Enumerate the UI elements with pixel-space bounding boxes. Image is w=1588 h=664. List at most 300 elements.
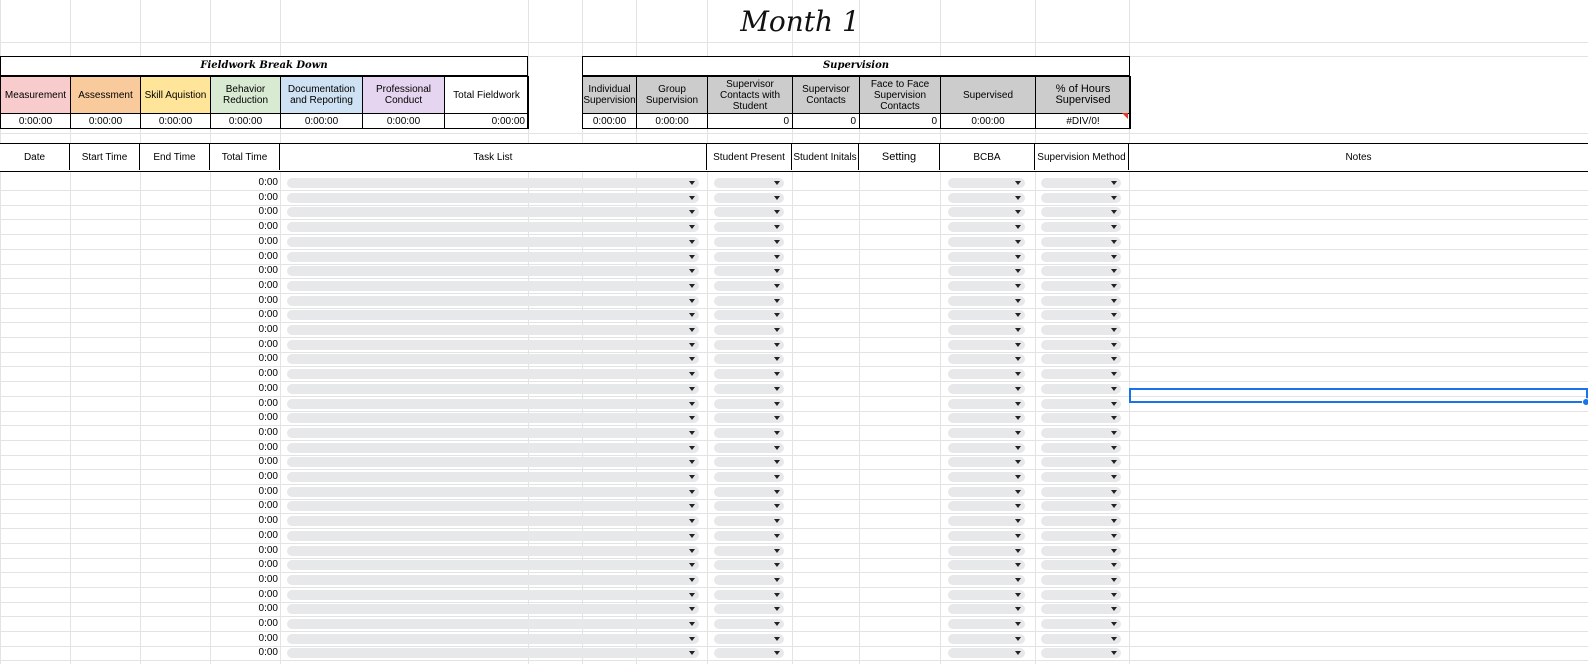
supervision-method-dropdown[interactable]	[1041, 634, 1121, 644]
supervision-header-5[interactable]: Supervised	[940, 76, 1035, 114]
chevron-down-icon	[774, 593, 780, 597]
log-header-row	[0, 143, 1588, 172]
student-present-dropdown[interactable]	[714, 413, 784, 423]
table-row	[0, 250, 1588, 265]
table-row	[0, 367, 1588, 382]
student-present-dropdown[interactable]	[714, 487, 784, 497]
supervision-method-dropdown[interactable]	[1041, 619, 1121, 629]
supervision-method-dropdown[interactable]	[1041, 546, 1121, 556]
task-list-dropdown[interactable]	[287, 428, 699, 438]
supervision-method-dropdown[interactable]	[1041, 237, 1121, 247]
supervision-value-4[interactable]: 0	[859, 114, 940, 129]
student-present-dropdown[interactable]	[714, 604, 784, 614]
student-present-dropdown[interactable]	[714, 193, 784, 203]
student-present-dropdown[interactable]	[714, 310, 784, 320]
supervision-method-dropdown[interactable]	[1041, 340, 1121, 350]
total-time-cell[interactable]: 0:00	[258, 265, 278, 277]
task-list-dropdown[interactable]	[287, 384, 699, 394]
supervision-method-dropdown[interactable]	[1041, 178, 1121, 188]
chevron-down-icon	[1111, 181, 1117, 185]
bcba-dropdown[interactable]	[948, 501, 1025, 511]
chevron-down-icon	[1111, 593, 1117, 597]
chevron-down-icon	[1111, 519, 1117, 523]
total-time-cell[interactable]: 0:00	[258, 573, 278, 585]
chevron-down-icon	[1015, 622, 1021, 626]
table-row	[0, 558, 1588, 573]
chevron-down-icon	[1111, 416, 1117, 420]
bcba-dropdown[interactable]	[948, 560, 1025, 570]
supervision-header-1[interactable]: Group Supervision	[636, 76, 707, 114]
total-time-cell[interactable]: 0:00	[258, 500, 278, 512]
chevron-down-icon	[774, 622, 780, 626]
student-present-dropdown[interactable]	[714, 369, 784, 379]
task-list-dropdown[interactable]	[287, 487, 699, 497]
chevron-down-icon	[1111, 269, 1117, 273]
fieldwork-header-1[interactable]: Assessment	[70, 76, 140, 114]
fieldwork-value-4[interactable]: 0:00:00	[280, 114, 362, 129]
student-present-dropdown[interactable]	[714, 428, 784, 438]
student-present-dropdown[interactable]	[714, 354, 784, 364]
bcba-dropdown[interactable]	[948, 222, 1025, 232]
bcba-dropdown[interactable]	[948, 266, 1025, 276]
table-row	[0, 294, 1588, 309]
student-present-dropdown[interactable]	[714, 325, 784, 335]
bcba-dropdown[interactable]	[948, 340, 1025, 350]
chevron-down-icon	[1111, 563, 1117, 567]
supervision-method-dropdown[interactable]	[1041, 281, 1121, 291]
table-row	[0, 485, 1588, 500]
task-list-dropdown[interactable]	[287, 178, 699, 188]
bcba-dropdown[interactable]	[948, 281, 1025, 291]
supervision-method-dropdown[interactable]	[1041, 399, 1121, 409]
bcba-dropdown[interactable]	[948, 354, 1025, 364]
chevron-down-icon	[1015, 372, 1021, 376]
log-column-header-6[interactable]: Student Initals	[792, 144, 859, 170]
total-time-cell[interactable]: 0:00	[258, 412, 278, 424]
total-time-cell[interactable]: 0:00	[258, 368, 278, 380]
chevron-down-icon	[774, 519, 780, 523]
bcba-dropdown[interactable]	[948, 590, 1025, 600]
chevron-down-icon	[1111, 446, 1117, 450]
supervision-header-0[interactable]: Individual Supervision	[582, 76, 636, 114]
task-list-dropdown[interactable]	[287, 399, 699, 409]
chevron-down-icon	[689, 328, 695, 332]
table-row	[0, 323, 1588, 338]
fieldwork-value-2[interactable]: 0:00:00	[140, 114, 210, 129]
bcba-dropdown[interactable]	[948, 575, 1025, 585]
fieldwork-header-4[interactable]: Documentation and Reporting	[280, 76, 362, 114]
task-list-dropdown[interactable]	[287, 560, 699, 570]
task-list-dropdown[interactable]	[287, 457, 699, 467]
student-present-dropdown[interactable]	[714, 531, 784, 541]
student-present-dropdown[interactable]	[714, 281, 784, 291]
chevron-down-icon	[774, 534, 780, 538]
total-time-cell[interactable]: 0:00	[258, 618, 278, 629]
total-time-cell[interactable]: 0:00	[258, 559, 278, 571]
table-row	[0, 352, 1588, 367]
bcba-dropdown[interactable]	[948, 428, 1025, 438]
supervision-method-dropdown[interactable]	[1041, 443, 1121, 453]
student-present-dropdown[interactable]	[714, 619, 784, 629]
bcba-dropdown[interactable]	[948, 648, 1025, 658]
chevron-down-icon	[1111, 490, 1117, 494]
total-time-cell[interactable]: 0:00	[258, 324, 278, 335]
task-list-dropdown[interactable]	[287, 443, 699, 453]
supervision-method-dropdown[interactable]	[1041, 560, 1121, 570]
student-present-dropdown[interactable]	[714, 384, 784, 394]
bcba-dropdown[interactable]	[948, 457, 1025, 467]
chevron-down-icon	[689, 637, 695, 641]
bcba-dropdown[interactable]	[948, 252, 1025, 262]
chevron-down-icon	[1015, 460, 1021, 464]
supervision-value-3[interactable]: 0	[792, 114, 859, 129]
total-time-cell[interactable]: 0:00	[258, 647, 278, 659]
table-row	[0, 470, 1588, 485]
chevron-down-icon	[1111, 343, 1117, 347]
student-present-dropdown[interactable]	[714, 648, 784, 658]
supervision-heading[interactable]: Supervision	[582, 56, 1130, 76]
total-time-cell[interactable]: 0:00	[258, 471, 278, 482]
student-present-dropdown[interactable]	[714, 457, 784, 467]
student-present-dropdown[interactable]	[714, 590, 784, 600]
supervision-method-dropdown[interactable]	[1041, 501, 1121, 511]
table-row	[0, 602, 1588, 617]
supervision-value-6[interactable]: #DIV/0!	[1035, 114, 1130, 129]
task-list-dropdown[interactable]	[287, 369, 699, 379]
total-time-cell[interactable]: 0:00	[258, 441, 278, 453]
chevron-down-icon	[774, 651, 780, 655]
task-list-dropdown[interactable]	[287, 207, 699, 217]
selected-notes-cell[interactable]	[1129, 388, 1588, 403]
total-time-cell[interactable]: 0:00	[258, 603, 278, 615]
supervision-method-dropdown[interactable]	[1041, 354, 1121, 364]
bcba-dropdown[interactable]	[948, 413, 1025, 423]
fieldwork-value-3[interactable]: 0:00:00	[210, 114, 280, 129]
chevron-down-icon	[689, 196, 695, 200]
chevron-down-icon	[689, 475, 695, 479]
supervision-header-4[interactable]: Face to Face Supervision Contacts	[859, 76, 940, 114]
chevron-down-icon	[774, 387, 780, 391]
bcba-dropdown[interactable]	[948, 604, 1025, 614]
chevron-down-icon	[1015, 299, 1021, 303]
task-list-dropdown[interactable]	[287, 296, 699, 306]
task-list-dropdown[interactable]	[287, 634, 699, 644]
log-column-header-0[interactable]: Date	[0, 144, 70, 170]
supervision-method-dropdown[interactable]	[1041, 413, 1121, 423]
fieldwork-value-0[interactable]: 0:00:00	[0, 114, 70, 129]
bcba-dropdown[interactable]	[948, 384, 1025, 394]
task-list-dropdown[interactable]	[287, 354, 699, 364]
chevron-down-icon	[774, 607, 780, 611]
table-row	[0, 617, 1588, 632]
supervision-value-2[interactable]: 0	[707, 114, 792, 129]
task-list-dropdown[interactable]	[287, 252, 699, 262]
task-list-dropdown[interactable]	[287, 281, 699, 291]
chevron-down-icon	[1015, 519, 1021, 523]
table-row	[0, 411, 1588, 426]
task-list-dropdown[interactable]	[287, 237, 699, 247]
chevron-down-icon	[1111, 240, 1117, 244]
chevron-down-icon	[1015, 416, 1021, 420]
student-present-dropdown[interactable]	[714, 575, 784, 585]
chevron-down-icon	[774, 313, 780, 317]
chevron-down-icon	[1111, 210, 1117, 214]
fieldwork-header-6[interactable]: Total Fieldwork	[444, 76, 528, 114]
chevron-down-icon	[1015, 225, 1021, 229]
chevron-down-icon	[1111, 255, 1117, 259]
chevron-down-icon	[1111, 284, 1117, 288]
table-row	[0, 220, 1588, 235]
fieldwork-value-1[interactable]: 0:00:00	[70, 114, 140, 129]
table-row	[0, 235, 1588, 250]
total-time-cell[interactable]: 0:00	[258, 177, 278, 188]
task-list-dropdown[interactable]	[287, 472, 699, 482]
total-time-cell[interactable]: 0:00	[258, 309, 278, 321]
log-column-header-9[interactable]: Supervision Method	[1035, 144, 1129, 170]
task-list-dropdown[interactable]	[287, 516, 699, 526]
total-time-cell[interactable]: 0:00	[258, 191, 278, 203]
log-column-header-8[interactable]: BCBA	[940, 144, 1035, 170]
chevron-down-icon	[774, 460, 780, 464]
task-list-dropdown[interactable]	[287, 501, 699, 511]
supervision-method-dropdown[interactable]	[1041, 590, 1121, 600]
chevron-down-icon	[774, 475, 780, 479]
total-time-cell[interactable]: 0:00	[258, 529, 278, 541]
chevron-down-icon	[689, 534, 695, 538]
task-list-dropdown[interactable]	[287, 222, 699, 232]
supervision-method-dropdown[interactable]	[1041, 457, 1121, 467]
supervision-method-dropdown[interactable]	[1041, 487, 1121, 497]
grid-line	[0, 133, 1588, 134]
student-present-dropdown[interactable]	[714, 296, 784, 306]
total-time-cell[interactable]: 0:00	[258, 588, 278, 600]
total-time-cell[interactable]: 0:00	[258, 632, 278, 644]
chevron-down-icon	[689, 504, 695, 508]
chevron-down-icon	[689, 651, 695, 655]
supervision-method-dropdown[interactable]	[1041, 310, 1121, 320]
chevron-down-icon	[1015, 313, 1021, 317]
total-time-cell[interactable]: 0:00	[258, 515, 278, 527]
chevron-down-icon	[1111, 460, 1117, 464]
log-column-header-2[interactable]: End Time	[140, 144, 210, 170]
student-present-dropdown[interactable]	[714, 501, 784, 511]
supervision-method-dropdown[interactable]	[1041, 193, 1121, 203]
total-time-cell[interactable]: 0:00	[258, 382, 278, 394]
supervision-header-2[interactable]: Supervisor Contacts with Student	[707, 76, 792, 114]
supervision-method-dropdown[interactable]	[1041, 207, 1121, 217]
grid-line	[0, 42, 1588, 43]
total-time-cell[interactable]: 0:00	[258, 397, 278, 409]
student-present-dropdown[interactable]	[714, 516, 784, 526]
student-present-dropdown[interactable]	[714, 266, 784, 276]
table-row	[0, 499, 1588, 514]
table-row	[0, 308, 1588, 323]
chevron-down-icon	[1111, 578, 1117, 582]
total-time-cell[interactable]: 0:00	[258, 235, 278, 247]
task-list-dropdown[interactable]	[287, 590, 699, 600]
total-time-cell[interactable]: 0:00	[258, 456, 278, 468]
total-time-cell[interactable]: 0:00	[258, 250, 278, 262]
log-column-header-7[interactable]: Setting	[859, 144, 940, 170]
chevron-down-icon	[1111, 475, 1117, 479]
table-row	[0, 441, 1588, 456]
bcba-dropdown[interactable]	[948, 325, 1025, 335]
bcba-dropdown[interactable]	[948, 237, 1025, 247]
student-present-dropdown[interactable]	[714, 340, 784, 350]
log-column-header-10[interactable]: Notes	[1345, 151, 1372, 163]
supervision-method-dropdown[interactable]	[1041, 252, 1121, 262]
task-list-dropdown[interactable]	[287, 193, 699, 203]
bcba-dropdown[interactable]	[948, 296, 1025, 306]
chevron-down-icon	[689, 431, 695, 435]
chevron-down-icon	[1111, 357, 1117, 361]
task-list-dropdown[interactable]	[287, 604, 699, 614]
bcba-dropdown[interactable]	[948, 619, 1025, 629]
supervision-method-dropdown[interactable]	[1041, 531, 1121, 541]
log-column-header-5[interactable]: Student Present	[707, 144, 792, 170]
chevron-down-icon	[1111, 372, 1117, 376]
table-row	[0, 279, 1588, 294]
supervision-method-dropdown[interactable]	[1041, 266, 1121, 276]
supervision-method-dropdown[interactable]	[1041, 369, 1121, 379]
total-time-cell[interactable]: 0:00	[258, 221, 278, 233]
row-divider	[0, 660, 1588, 661]
task-list-dropdown[interactable]	[287, 310, 699, 320]
bcba-dropdown[interactable]	[948, 634, 1025, 644]
chevron-down-icon	[774, 578, 780, 582]
chevron-down-icon	[1015, 607, 1021, 611]
student-present-dropdown[interactable]	[714, 252, 784, 262]
task-list-dropdown[interactable]	[287, 619, 699, 629]
chevron-down-icon	[774, 269, 780, 273]
supervision-method-dropdown[interactable]	[1041, 428, 1121, 438]
fieldwork-heading[interactable]: Fieldwork Break Down	[0, 56, 528, 76]
student-present-dropdown[interactable]	[714, 237, 784, 247]
task-list-dropdown[interactable]	[287, 531, 699, 541]
fieldwork-header-5[interactable]: Professional Conduct	[362, 76, 444, 114]
total-time-cell[interactable]: 0:00	[258, 426, 278, 438]
supervision-header-3[interactable]: Supervisor Contacts	[792, 76, 859, 114]
chevron-down-icon	[1111, 651, 1117, 655]
total-time-cell[interactable]: 0:00	[258, 279, 278, 291]
chevron-down-icon	[1111, 196, 1117, 200]
student-present-dropdown[interactable]	[714, 472, 784, 482]
chevron-down-icon	[1015, 563, 1021, 567]
bcba-dropdown[interactable]	[948, 531, 1025, 541]
bcba-dropdown[interactable]	[948, 310, 1025, 320]
chevron-down-icon	[689, 181, 695, 185]
supervision-value-0[interactable]: 0:00:00	[582, 114, 636, 129]
fieldwork-header-2[interactable]: Skill Aquistion	[140, 76, 210, 114]
bcba-dropdown[interactable]	[948, 207, 1025, 217]
student-present-dropdown[interactable]	[714, 560, 784, 570]
bcba-dropdown[interactable]	[948, 178, 1025, 188]
chevron-down-icon	[1111, 637, 1117, 641]
log-column-header-3[interactable]: Total Time	[210, 144, 280, 170]
student-present-dropdown[interactable]	[714, 546, 784, 556]
total-time-cell[interactable]: 0:00	[258, 353, 278, 365]
selection-fill-handle[interactable]	[1582, 398, 1588, 406]
table-row	[0, 632, 1588, 647]
bcba-dropdown[interactable]	[948, 193, 1025, 203]
supervision-method-dropdown[interactable]	[1041, 472, 1121, 482]
student-present-dropdown[interactable]	[714, 443, 784, 453]
chevron-down-icon	[689, 549, 695, 553]
chevron-down-icon	[1111, 607, 1117, 611]
bcba-dropdown[interactable]	[948, 399, 1025, 409]
bcba-dropdown[interactable]	[948, 369, 1025, 379]
supervision-method-dropdown[interactable]	[1041, 222, 1121, 232]
fieldwork-header-0[interactable]: Measurement	[0, 76, 70, 114]
total-time-cell[interactable]: 0:00	[258, 294, 278, 306]
supervision-method-dropdown[interactable]	[1041, 648, 1121, 658]
table-row	[0, 191, 1588, 206]
student-present-dropdown[interactable]	[714, 207, 784, 217]
total-time-cell[interactable]: 0:00	[258, 485, 278, 497]
student-present-dropdown[interactable]	[714, 222, 784, 232]
bcba-dropdown[interactable]	[948, 472, 1025, 482]
supervision-value-1[interactable]: 0:00:00	[636, 114, 707, 129]
supervision-method-dropdown[interactable]	[1041, 604, 1121, 614]
table-row	[0, 646, 1588, 661]
fieldwork-header-3[interactable]: Behavior Reduction	[210, 76, 280, 114]
bcba-dropdown[interactable]	[948, 516, 1025, 526]
task-list-dropdown[interactable]	[287, 413, 699, 423]
bcba-dropdown[interactable]	[948, 487, 1025, 497]
task-list-dropdown[interactable]	[287, 340, 699, 350]
supervision-header-6[interactable]: % of Hours Supervised	[1035, 76, 1130, 114]
table-row	[0, 573, 1588, 588]
bcba-dropdown[interactable]	[948, 443, 1025, 453]
chevron-down-icon	[689, 563, 695, 567]
fieldwork-border	[527, 76, 529, 129]
student-present-dropdown[interactable]	[714, 399, 784, 409]
chevron-down-icon	[689, 255, 695, 259]
chevron-down-icon	[774, 225, 780, 229]
total-time-cell[interactable]: 0:00	[258, 544, 278, 556]
supervision-method-dropdown[interactable]	[1041, 325, 1121, 335]
supervision-method-dropdown[interactable]	[1041, 384, 1121, 394]
task-list-dropdown[interactable]	[287, 325, 699, 335]
log-column-header-1[interactable]: Start Time	[70, 144, 140, 170]
bcba-dropdown[interactable]	[948, 546, 1025, 556]
fieldwork-value-6[interactable]: 0:00:00	[444, 114, 528, 129]
supervision-method-dropdown[interactable]	[1041, 516, 1121, 526]
chevron-down-icon	[774, 343, 780, 347]
log-column-header-4[interactable]: Task List	[280, 144, 707, 170]
total-time-cell[interactable]: 0:00	[258, 206, 278, 218]
supervision-value-5[interactable]: 0:00:00	[940, 114, 1035, 129]
student-present-dropdown[interactable]	[714, 634, 784, 644]
student-present-dropdown[interactable]	[714, 178, 784, 188]
task-list-dropdown[interactable]	[287, 575, 699, 585]
chevron-down-icon	[689, 269, 695, 273]
chevron-down-icon	[774, 549, 780, 553]
fieldwork-value-5[interactable]: 0:00:00	[362, 114, 444, 129]
task-list-dropdown[interactable]	[287, 648, 699, 658]
supervision-method-dropdown[interactable]	[1041, 575, 1121, 585]
chevron-down-icon	[1111, 534, 1117, 538]
table-row	[0, 514, 1588, 529]
task-list-dropdown[interactable]	[287, 266, 699, 276]
chevron-down-icon	[1015, 446, 1021, 450]
chevron-down-icon	[689, 372, 695, 376]
task-list-dropdown[interactable]	[287, 546, 699, 556]
chevron-down-icon	[689, 519, 695, 523]
supervision-method-dropdown[interactable]	[1041, 296, 1121, 306]
table-row	[0, 455, 1588, 470]
total-time-cell[interactable]: 0:00	[258, 338, 278, 350]
